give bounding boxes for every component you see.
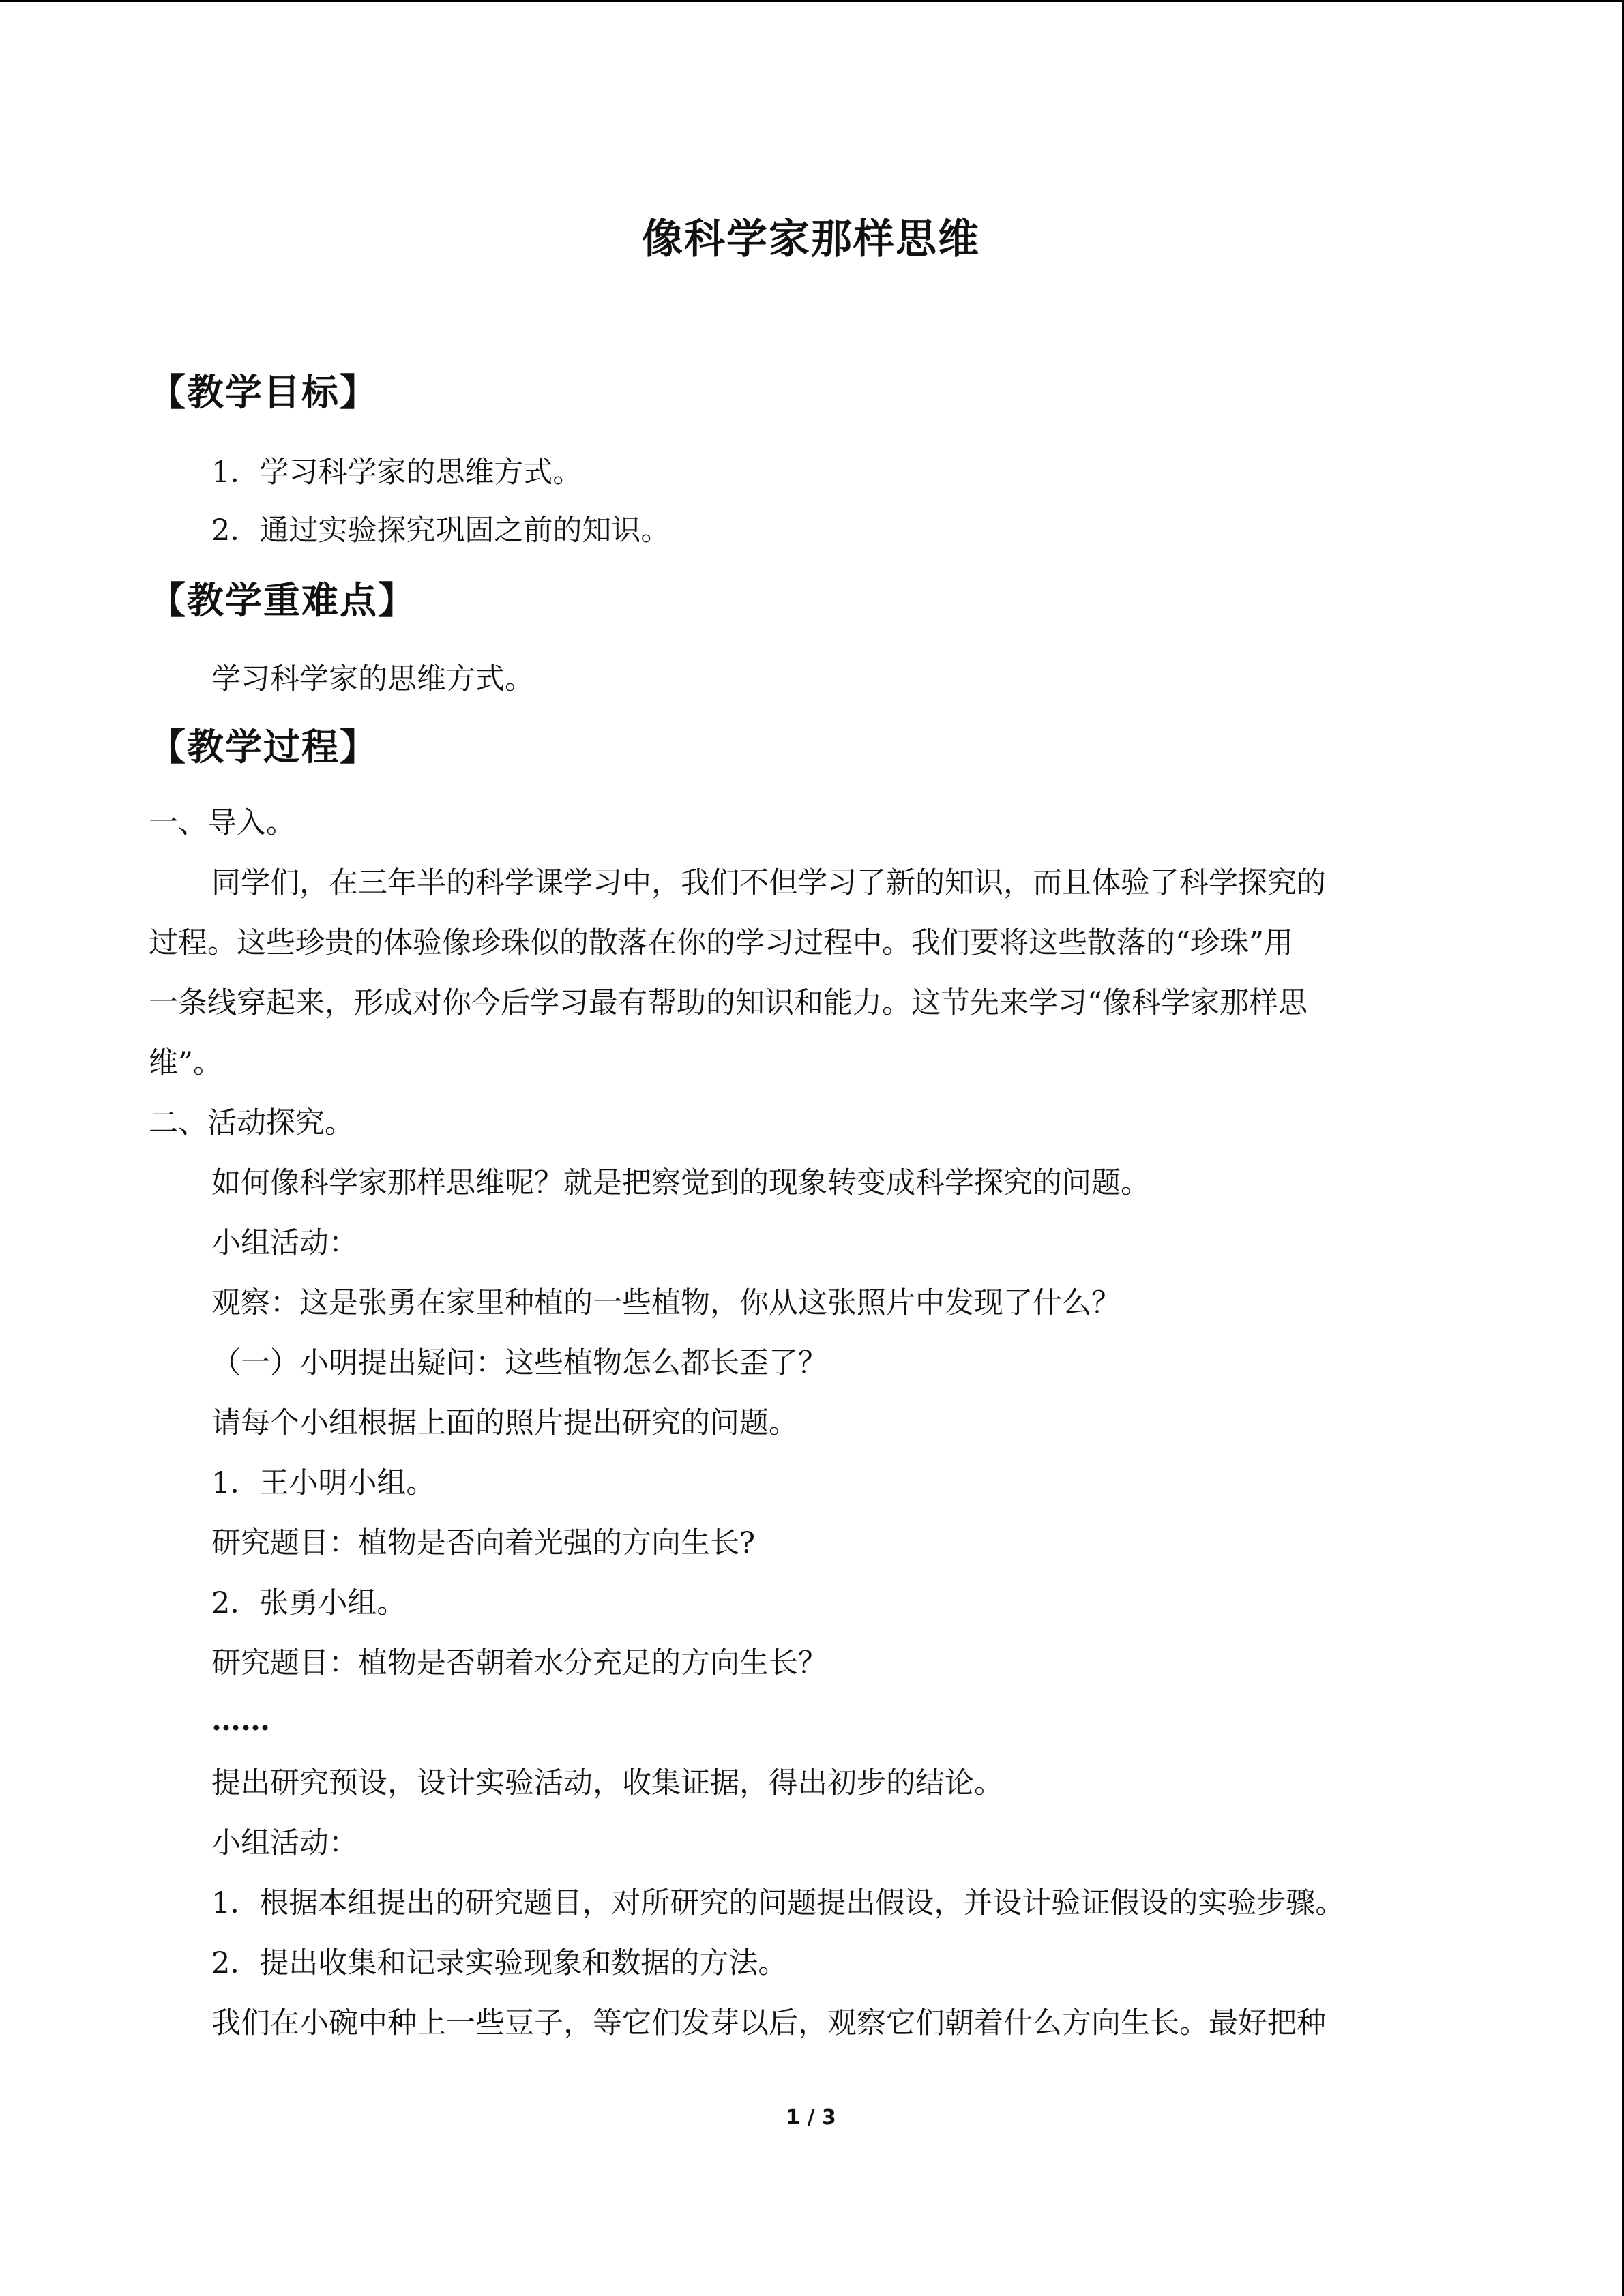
page-number: 1 / 3	[786, 2106, 836, 2130]
intro-paragraph-line-2: 过程。这些珍贵的体验像珍珠似的散落在你的学习过程中。我们要将这些散落的“珍珠”用	[149, 926, 1293, 960]
paragraph-step-2: 2．提出收集和记录实验现象和数据的方法。	[211, 1946, 788, 1980]
paragraph-group-activity: 小组活动：	[211, 1226, 358, 1260]
part1-heading: 一、导入。	[149, 806, 295, 840]
paragraph-step-1: 1．根据本组提出的研究题目，对所研究的问题提出假设，并设计验证假设的实验步骤。	[211, 1886, 1345, 1920]
paragraph-ellipsis: ……	[211, 1703, 270, 1738]
page-title: 像科学家那样思维	[642, 215, 980, 263]
objectives-heading: 【教学目标】	[149, 371, 378, 414]
paragraph-topic-2: 研究题目：植物是否朝着水分充足的方向生长？	[211, 1646, 827, 1680]
intro-paragraph-line-4: 维”。	[149, 1046, 222, 1080]
paragraph-group-2: 2．张勇小组。	[211, 1586, 407, 1620]
paragraph-ask-groups: 请每个小组根据上面的照片提出研究的问题。	[211, 1406, 798, 1440]
objective-item-2: 2．通过实验探究巩固之前的知识。	[211, 513, 670, 548]
paragraph-topic-1: 研究题目：植物是否向着光强的方向生长?	[211, 1526, 756, 1560]
paragraph-hypothesis: 提出研究预设，设计实验活动，收集证据，得出初步的结论。	[211, 1766, 1003, 1800]
paragraph-observe: 观察：这是张勇在家里种植的一些植物，你从这张照片中发现了什么？	[211, 1286, 1121, 1320]
paragraph-how: 如何像科学家那样思维呢？就是把察觉到的现象转变成科学探究的问题。	[211, 1166, 1150, 1200]
intro-paragraph-line-1: 同学们，在三年半的科学课学习中，我们不但学习了新的知识，而且体验了科学探究的	[211, 866, 1326, 900]
paragraph-beans: 我们在小碗中种上一些豆子，等它们发芽以后，观察它们朝着什么方向生长。最好把种	[211, 2006, 1326, 2040]
keypoints-heading: 【教学重难点】	[149, 579, 416, 622]
keypoint-text: 学习科学家的思维方式。	[211, 662, 534, 696]
paragraph-question: （一）小明提出疑问：这些植物怎么都长歪了？	[211, 1346, 827, 1380]
part2-heading: 二、活动探究。	[149, 1106, 354, 1140]
intro-paragraph-line-3: 一条线穿起来，形成对你今后学习最有帮助的知识和能力。这节先来学习“像科学家那样思	[149, 986, 1308, 1020]
paragraph-group-activity-2: 小组活动：	[211, 1826, 358, 1860]
paragraph-group-1: 1．王小明小组。	[211, 1466, 436, 1500]
process-heading: 【教学过程】	[149, 726, 378, 769]
objective-item-1: 1．学习科学家的思维方式。	[211, 456, 582, 490]
